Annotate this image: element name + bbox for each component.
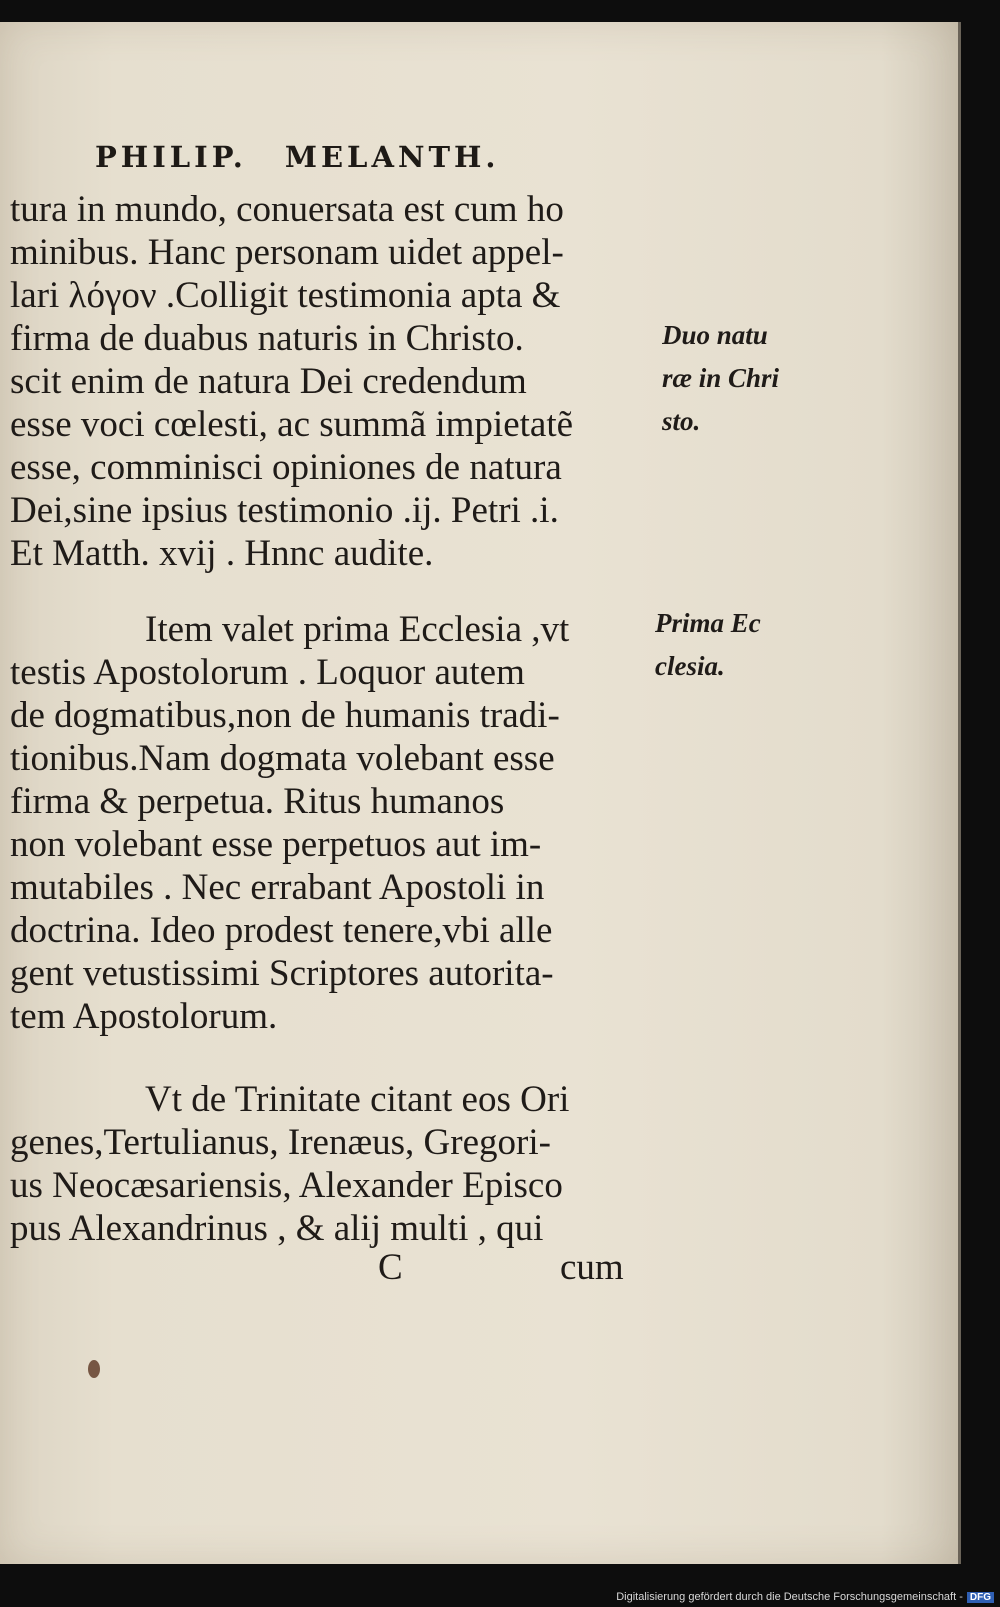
text-line: firma de duabus naturis in Christo. (10, 318, 524, 359)
gloss-line: sto. (662, 406, 701, 436)
text-line: esse voci cœlesti, ac summã impietatẽ (10, 404, 574, 445)
gloss-line: ræ in Chri (662, 363, 780, 393)
text-line: us Neocæsariensis, Alexander Episco (10, 1165, 563, 1206)
running-head (95, 140, 500, 174)
text-line: Et Matth. xvij . Hnnc audite. (10, 533, 434, 574)
margin-gloss-duo-naturae (662, 314, 779, 443)
text-line: Dei,sine ipsius testimonio .ij. Petri .i. (10, 490, 559, 531)
text-line: tionibus.Nam dogmata volebant esse (10, 738, 555, 779)
text-line: de dogmatibus,non de humanis tradi- (10, 695, 560, 736)
text-line: genes,Tertulianus, Irenæus, Gregori- (10, 1122, 551, 1163)
ink-stain (88, 1360, 100, 1378)
text-line: Vt de Trinitate citant eos Ori (145, 1079, 570, 1120)
text-line: testis Apostolorum . Loquor autem (10, 652, 525, 693)
running-head-author: PHILIP. (95, 140, 247, 174)
margin-gloss-prima-ecclesia (655, 602, 761, 688)
paragraph-3 (10, 1078, 635, 1250)
text-line: lari λόγον .Colligit testimonia apta & (10, 275, 561, 316)
gloss-line: Prima Ec (655, 608, 761, 638)
credit-text: Digitalisierung gefördert durch die Deutsche Forschungsgemeinschaft - (616, 1591, 963, 1603)
text-line: scit enim de natura Dei credendum (10, 361, 527, 402)
signature-mark: C (378, 1247, 403, 1288)
text-line: gent vetustissimi Scriptores autorita- (10, 953, 554, 994)
text-line: tura in mundo, conuersata est cum ho (10, 189, 564, 230)
text-line: doctrina. Ideo prodest tenere,vbi alle (10, 910, 553, 951)
text-line: tem Apostolorum. (10, 996, 278, 1037)
book-page (0, 22, 961, 1564)
dfg-logo: DFG (967, 1592, 994, 1603)
running-head-name: MELANTH. (284, 140, 500, 174)
text-line: firma & perpetua. Ritus humanos (10, 781, 505, 822)
text-line: Item valet prima Ecclesia ,vt (145, 609, 570, 650)
gloss-line: clesia. (655, 651, 725, 681)
paragraph-1 (10, 188, 635, 575)
paragraph-2 (10, 608, 635, 1038)
text-line: esse, comminisci opiniones de natura (10, 447, 562, 488)
digitization-credit (616, 1591, 994, 1603)
text-line: mutabiles . Nec errabant Apostoli in (10, 867, 545, 908)
text-line: pus Alexandrinus , & alij multi , qui (10, 1208, 544, 1249)
text-line: minibus. Hanc personam uidet appel- (10, 232, 564, 273)
text-line: non volebant esse perpetuos aut im- (10, 824, 542, 865)
gloss-line: Duo natu (662, 320, 768, 350)
catchword: cum (560, 1247, 624, 1288)
